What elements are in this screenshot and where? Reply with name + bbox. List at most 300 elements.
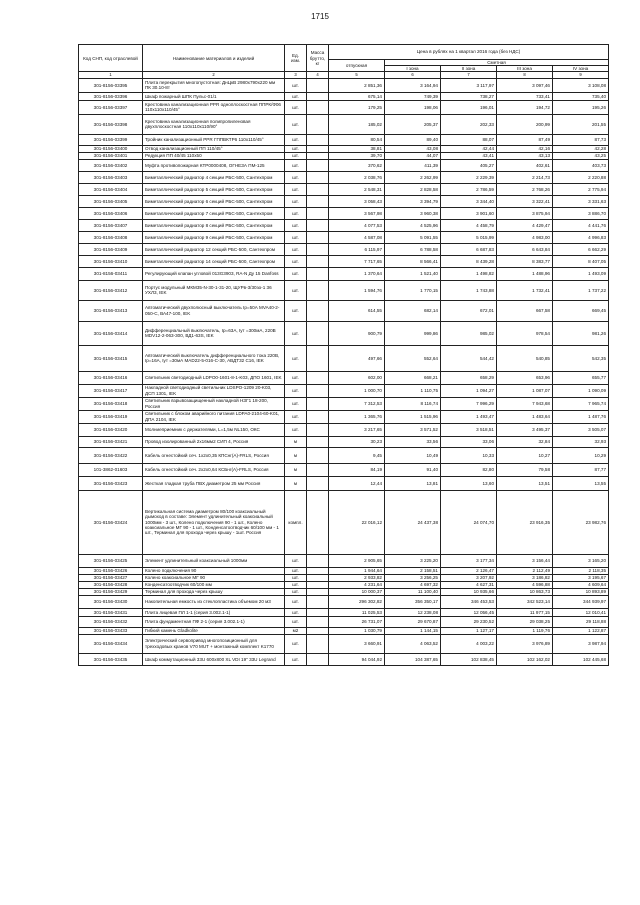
row-price-zone-3: 402,61: [497, 159, 553, 171]
row-price-zone-1: 11 100,40: [385, 588, 441, 595]
table-row: [79, 554, 609, 567]
row-mass: [307, 183, 329, 195]
row-unit: шт.: [285, 653, 307, 665]
row-unit: шт.: [285, 231, 307, 243]
row-mass: [307, 152, 329, 159]
row-price-otpusk: 1 594,76: [329, 280, 385, 300]
row-price-zone-4: 7 965,74: [553, 397, 609, 410]
row-price-zone-4: 1 493,09: [553, 267, 609, 280]
table-row: [79, 476, 609, 490]
col-number: 7: [441, 72, 497, 78]
row-price-zone-3: 194,72: [497, 100, 553, 114]
row-price-zone-4: 12 010,41: [553, 608, 609, 616]
row-price-zone-4: 87,77: [553, 463, 609, 476]
row-code: 301-8156-03418: [79, 397, 143, 410]
row-mass: [307, 300, 329, 321]
row-price-zone-1: 2 158,51: [385, 567, 441, 574]
row-price-zone-3: 1 483,64: [497, 410, 553, 423]
row-mass: [307, 134, 329, 145]
row-price-zone-4: 42,28: [553, 145, 609, 152]
row-price-zone-1: 3 164,94: [385, 78, 441, 92]
row-code: 301-8156-03402: [79, 159, 143, 171]
row-name: Биметаллический радиатор 9 секций РБС-500, Сантехпром: [143, 231, 285, 243]
header-otpusk: отпускная: [329, 60, 385, 72]
row-mass: [307, 321, 329, 345]
row-code: 301-8156-03409: [79, 243, 143, 255]
row-code: 301-8156-03398: [79, 114, 143, 134]
row-price-zone-3: 342 523,14: [497, 595, 553, 608]
table-row: [79, 397, 609, 410]
row-price-otpusk: 2 851,36: [329, 78, 385, 92]
table-row: [79, 300, 609, 321]
row-unit: шт.: [285, 321, 307, 345]
page-number: 1715: [311, 12, 329, 21]
row-name: Регулирующий клапан угловой 013G3903, RA-N Ду 15 Danfoss: [143, 267, 285, 280]
row-price-otpusk: 4 231,64: [329, 581, 385, 588]
row-price-zone-4: 6 662,29: [553, 243, 609, 255]
row-price-otpusk: 614,55: [329, 300, 385, 321]
row-mass: [307, 616, 329, 627]
row-price-zone-2: 4 458,79: [441, 219, 497, 231]
row-price-zone-2: 3 901,60: [441, 207, 497, 219]
row-code: 301-8156-03397: [79, 100, 143, 114]
row-price-otpusk: 39,70: [329, 152, 385, 159]
row-price-otpusk: 3 058,43: [329, 195, 385, 207]
row-mass: [307, 114, 329, 134]
row-price-zone-2: 985,02: [441, 321, 497, 345]
row-code: 301-8156-03419: [79, 410, 143, 423]
row-code: 301-8156-03404: [79, 183, 143, 195]
row-name: Гибкий камень Gladkolite: [143, 627, 285, 634]
row-price-otpusk: 370,62: [329, 159, 385, 171]
row-unit: шт.: [285, 134, 307, 145]
row-price-otpusk: 7 717,65: [329, 255, 385, 267]
row-mass: [307, 595, 329, 608]
row-price-zone-2: 202,33: [441, 114, 497, 134]
row-price-zone-1: 1 521,40: [385, 267, 441, 280]
row-price-zone-4: 981,26: [553, 321, 609, 345]
row-price-otpusk: 80,54: [329, 134, 385, 145]
row-unit: шт.: [285, 92, 307, 100]
row-name: Тройник канализационный PPR ГППВКТР6 110х110/45°: [143, 134, 285, 145]
table-row: [79, 345, 609, 371]
table-body: [79, 78, 609, 665]
row-price-zone-1: 3 960,38: [385, 207, 441, 219]
row-unit: м: [285, 476, 307, 490]
row-unit: шт.: [285, 171, 307, 183]
row-mass: [307, 267, 329, 280]
row-name: Биметаллический радиатор 7 секций РБС-500, Сантехпром: [143, 207, 285, 219]
row-price-zone-3: 102 162,02: [497, 653, 553, 665]
row-code: 301-8156-03425: [79, 554, 143, 567]
row-unit: шт.: [285, 114, 307, 134]
row-price-zone-4: 2 220,88: [553, 171, 609, 183]
row-code: 101-3862-01603: [79, 463, 143, 476]
row-price-zone-4: 195,26: [553, 100, 609, 114]
col-number: 4: [307, 72, 329, 78]
row-code: 301-8156-03430: [79, 595, 143, 608]
row-unit: шт.: [285, 78, 307, 92]
table-row: [79, 231, 609, 243]
row-price-zone-4: 655,77: [553, 371, 609, 384]
row-price-zone-3: 733,41: [497, 92, 553, 100]
row-price-zone-3: 3 495,37: [497, 423, 553, 436]
row-unit: шт.: [285, 595, 307, 608]
row-price-zone-1: 668,21: [385, 371, 441, 384]
row-mass: [307, 410, 329, 423]
row-name: Шкаф коммутационный 33U 600х800 XL VDI 19" 33U Legrand: [143, 653, 285, 665]
row-mass: [307, 608, 329, 616]
row-price-zone-3: 1 732,41: [497, 280, 553, 300]
row-price-zone-2: 42,44: [441, 145, 497, 152]
row-price-otpusk: 185,02: [329, 114, 385, 134]
row-price-zone-3: 42,16: [497, 145, 553, 152]
row-unit: шт.: [285, 255, 307, 267]
row-name: Автоматический выключатель дифференциального тока 220В, Ip=16А, Iут =30мА MAD22-5-016-C-30, АВДТ32 C16, IEK: [143, 345, 285, 371]
row-price-zone-3: 2 768,26: [497, 183, 553, 195]
row-price-zone-4: 32,93: [553, 436, 609, 447]
col-number: 2: [143, 72, 285, 78]
row-price-zone-1: 13,81: [385, 476, 441, 490]
row-price-zone-3: 87,49: [497, 134, 553, 145]
row-mass: [307, 371, 329, 384]
row-price-zone-1: 1 515,96: [385, 410, 441, 423]
row-unit: шт.: [285, 397, 307, 410]
row-mass: [307, 92, 329, 100]
header-mass: Масса брутто, кг: [307, 45, 329, 72]
row-price-zone-2: 3 177,34: [441, 554, 497, 567]
row-code: 301-8156-03429: [79, 588, 143, 595]
row-price-zone-1: 10,49: [385, 447, 441, 463]
table-row: [79, 595, 609, 608]
row-price-zone-4: 3 165,20: [553, 554, 609, 567]
row-price-otpusk: 22 016,12: [329, 490, 385, 554]
row-mass: [307, 490, 329, 554]
row-price-otpusk: 3 660,91: [329, 634, 385, 653]
row-mass: [307, 574, 329, 581]
row-code: 301-8156-03411: [79, 267, 143, 280]
row-price-zone-1: 89,40: [385, 134, 441, 145]
row-name: Светильник взрывозащищенный накладной НЗГ1 18-200, Россия: [143, 397, 285, 410]
table-row: [79, 463, 609, 476]
row-price-zone-3: 8 383,77: [497, 255, 553, 267]
row-unit: шт.: [285, 410, 307, 423]
row-price-otpusk: 2 905,65: [329, 554, 385, 567]
row-code: 301-8156-03407: [79, 219, 143, 231]
row-price-zone-3: 3 875,94: [497, 207, 553, 219]
row-code: 301-8156-03396: [79, 92, 143, 100]
row-code: 301-8156-03427: [79, 574, 143, 581]
row-price-zone-3: 1 488,96: [497, 267, 553, 280]
table-row: [79, 255, 609, 267]
row-mass: [307, 627, 329, 634]
row-price-zone-1: 749,39: [385, 92, 441, 100]
row-price-zone-2: 2 229,39: [441, 171, 497, 183]
row-price-otpusk: 497,66: [329, 345, 385, 371]
row-price-zone-2: 29 230,52: [441, 616, 497, 627]
row-price-otpusk: 1 000,70: [329, 384, 385, 397]
row-price-zone-1: 356 350,17: [385, 595, 441, 608]
row-price-zone-3: 653,96: [497, 371, 553, 384]
row-price-zone-1: 552,64: [385, 345, 441, 371]
row-unit: шт.: [285, 219, 307, 231]
row-name: Светильник светодиодный LDPO0-1601-8-1-K03, ДПО 1601, IEK: [143, 371, 285, 384]
header-zone-1: I зона: [385, 66, 441, 72]
row-name: Биметаллический радиатор 6 секций РБС-500, Сантехпром: [143, 195, 285, 207]
row-code: 301-8156-03414: [79, 321, 143, 345]
header-smetnaya: Сметная: [385, 60, 609, 66]
row-mass: [307, 384, 329, 397]
row-mass: [307, 423, 329, 436]
row-price-otpusk: 1 944,64: [329, 567, 385, 574]
row-price-zone-1: 8 116,74: [385, 397, 441, 410]
row-price-zone-4: 403,73: [553, 159, 609, 171]
row-code: 301-8156-03433: [79, 627, 143, 634]
table-row: [79, 423, 609, 436]
row-price-zone-2: 82,80: [441, 463, 497, 476]
row-name: Шкаф пожарный ШПК Пульс-01/1: [143, 92, 285, 100]
table-row: [79, 195, 609, 207]
row-price-zone-3: 978,54: [497, 321, 553, 345]
table-row: [79, 410, 609, 423]
row-code: 301-8156-03417: [79, 384, 143, 397]
table-row: [79, 78, 609, 92]
row-price-zone-3: 13,51: [497, 476, 553, 490]
header-name: Наименование материалов и изделий: [143, 45, 285, 72]
row-price-zone-1: 682,14: [385, 300, 441, 321]
row-price-zone-4: 4 996,83: [553, 231, 609, 243]
row-price-zone-4: 102 445,68: [553, 653, 609, 665]
row-price-zone-1: 3 394,79: [385, 195, 441, 207]
row-price-otpusk: 2 933,82: [329, 574, 385, 581]
row-price-zone-4: 8 407,05: [553, 255, 609, 267]
row-price-zone-3: 3 322,41: [497, 195, 553, 207]
row-mass: [307, 171, 329, 183]
row-code: 301-8156-03403: [79, 171, 143, 183]
row-price-zone-2: 196,01: [441, 100, 497, 114]
row-price-zone-4: 23 982,76: [553, 490, 609, 554]
row-price-zone-1: 24 437,38: [385, 490, 441, 554]
row-name: Биметаллический радиатор 4 секции РБС-500, Сантехпром: [143, 171, 285, 183]
row-price-otpusk: 1 370,64: [329, 267, 385, 280]
row-price-zone-1: 91,40: [385, 463, 441, 476]
row-code: 301-8156-03435: [79, 653, 143, 665]
table-row: [79, 100, 609, 114]
row-price-zone-1: 1 144,15: [385, 627, 441, 634]
row-price-zone-2: 1 127,17: [441, 627, 497, 634]
table-row: [79, 371, 609, 384]
row-code: 301-8156-03415: [79, 345, 143, 371]
row-name: Биметаллический радиатор 12 секций РБС-500, Сантехпром: [143, 243, 285, 255]
table-row: [79, 608, 609, 616]
row-price-zone-4: 10 893,89: [553, 588, 609, 595]
row-mass: [307, 554, 329, 567]
table-row: [79, 634, 609, 653]
row-code: 301-8156-03432: [79, 616, 143, 627]
row-price-zone-1: 2 828,58: [385, 183, 441, 195]
table-row: [79, 436, 609, 447]
table-row: [79, 243, 609, 255]
row-unit: м: [285, 463, 307, 476]
row-unit: шт.: [285, 588, 307, 595]
row-price-zone-2: 10 935,66: [441, 588, 497, 595]
row-price-zone-3: 79,58: [497, 463, 553, 476]
row-price-zone-3: 2 112,49: [497, 567, 553, 574]
row-price-zone-3: 540,85: [497, 345, 553, 371]
row-price-zone-2: 8 439,28: [441, 255, 497, 267]
table-row: [79, 171, 609, 183]
row-price-zone-4: 1 737,22: [553, 280, 609, 300]
row-name: Плита лицевая ПЛ 1-1 (серия 3.002.1-1): [143, 608, 285, 616]
row-price-zone-1: 198,06: [385, 100, 441, 114]
row-mass: [307, 653, 329, 665]
header-code: Код СНП, код отраслевой: [79, 45, 143, 72]
row-unit: шт.: [285, 423, 307, 436]
row-mass: [307, 634, 329, 653]
row-price-otpusk: 900,79: [329, 321, 385, 345]
row-price-zone-2: 102 838,45: [441, 653, 497, 665]
row-price-zone-3: 3 156,44: [497, 554, 553, 567]
row-price-otpusk: 296 302,82: [329, 595, 385, 608]
row-name: Дифференциальный выключатель, Ip=63А, Iут =300мА, 220В MDV12-2-063-300, ВД1-63S, IEK: [143, 321, 285, 345]
row-mass: [307, 159, 329, 171]
row-unit: шт.: [285, 243, 307, 255]
row-name: Кабель огнестойкий сеч. 1х2х0,35 КПСнг(А)-FRLS, Россия: [143, 447, 285, 463]
row-price-zone-3: 667,58: [497, 300, 553, 321]
row-name: Крестовина канализационная PPR одноплоскостная ППРК/Ф06 110х110х110/45°: [143, 100, 285, 114]
row-name: Колено подключения 90: [143, 567, 285, 574]
table-row: [79, 627, 609, 634]
row-price-zone-2: 658,29: [441, 371, 497, 384]
row-price-zone-2: 1 743,88: [441, 280, 497, 300]
row-mass: [307, 588, 329, 595]
row-price-zone-2: 3 207,92: [441, 574, 497, 581]
row-price-zone-3: 1 119,76: [497, 627, 553, 634]
row-price-zone-4: 3 505,07: [553, 423, 609, 436]
table-row: [79, 588, 609, 595]
table-row: [79, 581, 609, 588]
row-mass: [307, 476, 329, 490]
row-mass: [307, 345, 329, 371]
row-mass: [307, 145, 329, 152]
row-unit: шт.: [285, 345, 307, 371]
row-price-zone-3: 7 943,68: [497, 397, 553, 410]
row-price-zone-4: 13,55: [553, 476, 609, 490]
row-price-zone-1: 29 670,87: [385, 616, 441, 627]
row-name: Накладной светодиодный светильник LDSPO-1209 20-K03, ДСП 1301, IEK: [143, 384, 285, 397]
row-unit: шт.: [285, 195, 307, 207]
row-price-otpusk: 4 587,08: [329, 231, 385, 243]
row-mass: [307, 231, 329, 243]
row-price-otpusk: 4 077,53: [329, 219, 385, 231]
table-row: [79, 145, 609, 152]
row-price-zone-4: 29 118,88: [553, 616, 609, 627]
row-price-zone-3: 3 976,89: [497, 634, 553, 653]
table-row: [79, 574, 609, 581]
row-mass: [307, 436, 329, 447]
table-row: [79, 152, 609, 159]
row-price-otpusk: 26 731,07: [329, 616, 385, 627]
row-price-zone-2: 3 117,97: [441, 78, 497, 92]
header-unit: Ед. изм.: [285, 45, 307, 72]
row-unit: м: [285, 436, 307, 447]
row-unit: шт.: [285, 574, 307, 581]
row-unit: шт.: [285, 145, 307, 152]
row-price-zone-1: 2 262,99: [385, 171, 441, 183]
row-price-zone-3: 4 983,00: [497, 231, 553, 243]
row-price-zone-1: 999,86: [385, 321, 441, 345]
row-price-zone-3: 11 977,15: [497, 608, 553, 616]
row-mass: [307, 100, 329, 114]
row-name: Портус модульный МКМ35-N-30-1-31-20, ЩУРв-3/30зо-1 36 УХЛ3, IEK: [143, 280, 285, 300]
row-unit: шт.: [285, 280, 307, 300]
row-price-otpusk: 3 217,65: [329, 423, 385, 436]
row-price-zone-3: 1 087,07: [497, 384, 553, 397]
row-price-otpusk: 6 115,97: [329, 243, 385, 255]
row-price-zone-4: 43,25: [553, 152, 609, 159]
row-code: 301-8156-03431: [79, 608, 143, 616]
row-price-zone-4: 3 331,63: [553, 195, 609, 207]
row-unit: шт.: [285, 207, 307, 219]
row-price-zone-4: 1 090,09: [553, 384, 609, 397]
row-code: 301-8156-03399: [79, 134, 143, 145]
row-name: Светильник с блоком аварийного питания LDPA0-2104-60-K01, ДПА 2104, IEK: [143, 410, 285, 423]
row-price-zone-1: 3 225,20: [385, 554, 441, 567]
table-row: [79, 183, 609, 195]
row-code: 301-8156-03395: [79, 78, 143, 92]
row-price-zone-2: 7 996,29: [441, 397, 497, 410]
row-price-zone-4: 1 487,76: [553, 410, 609, 423]
row-price-zone-1: 3 571,52: [385, 423, 441, 436]
row-unit: шт.: [285, 616, 307, 627]
row-name: Редукция ПП 40/45 110х50: [143, 152, 285, 159]
row-price-zone-4: 10,29: [553, 447, 609, 463]
row-price-zone-4: 3 195,67: [553, 574, 609, 581]
row-code: 301-8156-03410: [79, 255, 143, 267]
row-price-zone-2: 2 786,59: [441, 183, 497, 195]
row-name: Провод изолированный 2х16мм2 СИП 4, Россия: [143, 436, 285, 447]
row-code: 301-8156-03420: [79, 423, 143, 436]
row-price-zone-1: 6 788,58: [385, 243, 441, 255]
row-name: Отвод канализационный ПП 110/45°: [143, 145, 285, 152]
row-code: 301-8156-03421: [79, 436, 143, 447]
row-price-zone-1: 44,07: [385, 152, 441, 159]
row-code: 301-8156-03434: [79, 634, 143, 653]
row-price-zone-2: 4 627,31: [441, 581, 497, 588]
row-price-otpusk: 9,45: [329, 447, 385, 463]
row-price-zone-3: 10,27: [497, 447, 553, 463]
row-price-zone-4: 4 609,64: [553, 581, 609, 588]
row-price-otpusk: 11 025,53: [329, 608, 385, 616]
row-code: 301-8156-03416: [79, 371, 143, 384]
table-row: [79, 321, 609, 345]
row-name: Плита фундаментная ПФ 2-1 (серия 3.002.1-1): [143, 616, 285, 627]
row-price-zone-3: 4 596,88: [497, 581, 553, 588]
table-row: [79, 653, 609, 665]
row-price-zone-2: 3 344,40: [441, 195, 497, 207]
row-price-zone-1: 1 770,15: [385, 280, 441, 300]
row-unit: компл.: [285, 490, 307, 554]
row-price-zone-2: 1 493,47: [441, 410, 497, 423]
row-name: Биметаллический радиатор 5 секций РБС-500, Сантехпром: [143, 183, 285, 195]
header-zone-3: III зона: [497, 66, 553, 72]
row-price-zone-4: 542,35: [553, 345, 609, 371]
row-price-zone-3: 32,84: [497, 436, 553, 447]
table-row: [79, 616, 609, 627]
row-name: Автоматический двухполюсный выключатель Ip=50А MVA40-2-050-C, ВА47-100, IEK: [143, 300, 285, 321]
row-price-zone-2: 13,60: [441, 476, 497, 490]
row-price-otpusk: 7 312,53: [329, 397, 385, 410]
